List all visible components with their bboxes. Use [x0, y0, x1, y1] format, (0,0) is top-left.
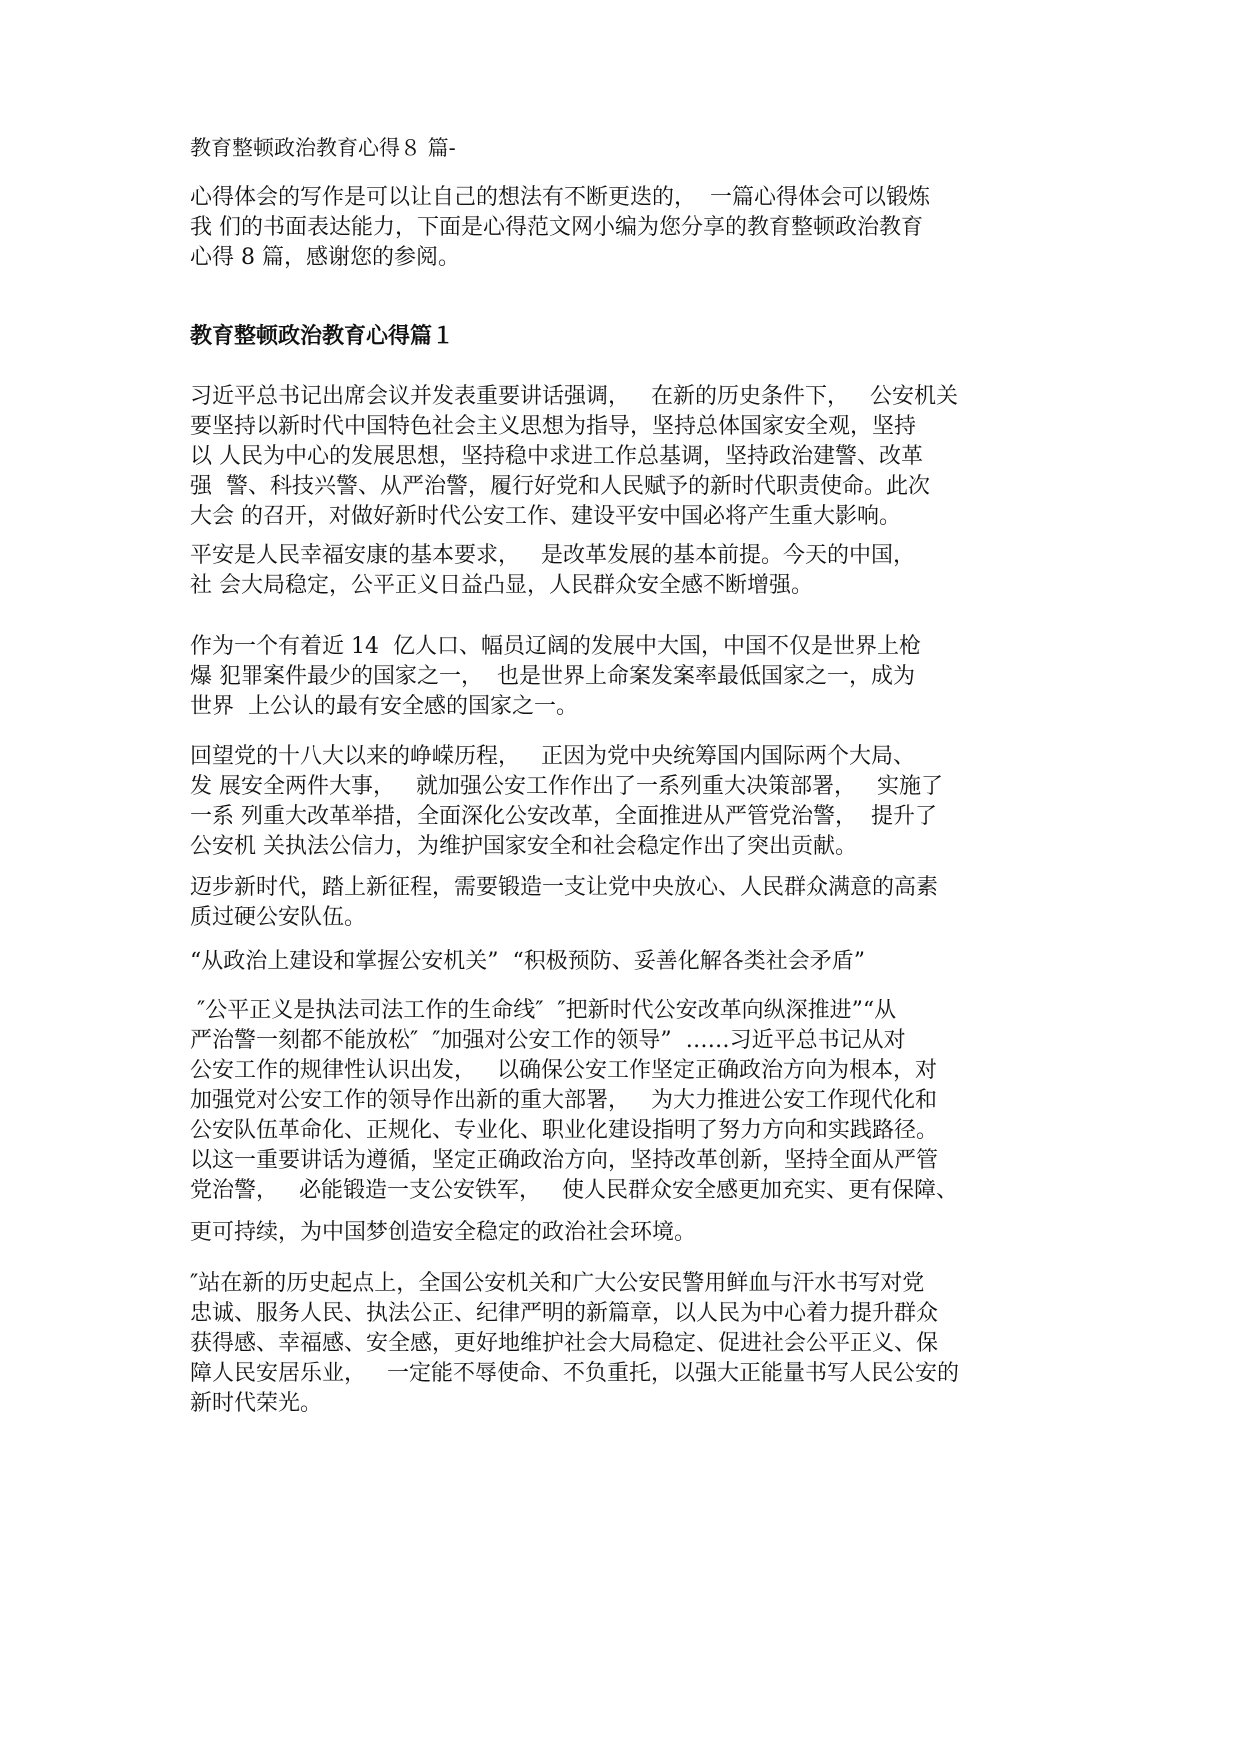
paragraph — [190, 947, 865, 977]
text-line: ″站在新的历史起点上，全国公安机关和广大公安民警用鲜血与汗水书写对党 — [190, 1271, 925, 1296]
text-line: 公安机 关执法公信力，为维护国家安全和社会稳定作出了突出贡献。 — [190, 834, 857, 859]
text-line: 要坚持以新时代中国特色社会主义思想为指导，坚持总体国家安全观，坚持 — [190, 414, 917, 439]
paragraph — [190, 1218, 696, 1248]
text-line: 获得感、幸福感、安全感，更好地维护社会大局稳定、促进社会公平正义、保 — [190, 1331, 939, 1356]
text-line: 一系 列重大改革举措，全面深化公安改革，全面推进从严管党治警， 提升了 — [190, 804, 937, 829]
paragraph — [190, 873, 938, 933]
text-line: 作为一个有着近 14 亿人口、幅员辽阔的发展中大国，中国不仅是世界上枪 — [190, 634, 921, 659]
text-line: 党治警， 必能锻造一支公安铁军， 使人民群众安全感更加充实、更有保障、 — [190, 1178, 958, 1203]
text-line: 回望党的十八大以来的峥嵘历程， 正因为党中央统筹国内国际两个大局、 — [190, 744, 915, 769]
text-line: ″公平正义是执法司法工作的生命线″ ″把新时代公安改革向纵深推进”“从 — [190, 998, 897, 1023]
text-line: 公安队伍革命化、正规化、专业化、职业化建设指明了努力方向和实践路径。 — [190, 1118, 939, 1143]
text-line: 加强党对公安工作的领导作出新的重大部署， 为大力推进公安工作现代化和 — [190, 1088, 937, 1113]
text-line: 平安是人民幸福安康的基本要求， 是改革发展的基本前提。今天的中国， — [190, 543, 915, 568]
text-line: 以这一重要讲话为遵循，坚定正确政治方向，坚持改革创新，坚持全面从严管 — [190, 1148, 939, 1173]
intro-paragraph — [190, 183, 930, 273]
text-line: 我 们的书面表达能力，下面是心得范文网小编为您分享的教育整顿政治教育 — [190, 215, 923, 240]
text-line: 新时代荣光。 — [190, 1391, 323, 1416]
text-line: 爆 犯罪案件最少的国家之一， 也是世界上命案发案率最低国家之一，成为 — [190, 664, 915, 689]
document-page — [190, 0, 1070, 1754]
text-line: 迈步新时代，踏上新征程，需要锻造一支让党中央放心、人民群众满意的高素 — [190, 875, 939, 900]
text-line: 心得 8 篇，感谢您的参阅。 — [190, 245, 460, 270]
text-line: 忠诚、服务人民、执法公正、纪律严明的新篇章，以人民为中心着力提升群众 — [190, 1301, 939, 1326]
text-line: 严治警一刻都不能放松″ ″加强对公安工作的领导” ……习近平总书记从对 — [190, 1028, 906, 1053]
text-line: 发 展安全两件大事， 就加强公安工作作出了一系列重大决策部署， 实施了 — [190, 774, 943, 799]
text-line: 以 人民为中心的发展思想，坚持稳中求进工作总基调，坚持政治建警、改革 — [190, 444, 923, 469]
text-line: 教育整顿政治教育心得篇１ — [190, 324, 455, 349]
paragraph — [190, 1269, 959, 1419]
paragraph — [190, 382, 958, 532]
paragraph — [190, 996, 958, 1206]
text-line: 质过硬公安队伍。 — [190, 905, 367, 930]
text-line: 大会 的召开，对做好新时代公安工作、建设平安中国必将产生重大影响。 — [190, 504, 901, 529]
text-line: 障人民安居乐业， 一定能不辱使命、不负重托，以强大正能量书写人民公安的 — [190, 1361, 959, 1386]
text-line: 更可持续，为中国梦创造安全稳定的政治社会环境。 — [190, 1220, 697, 1245]
document-title — [190, 133, 456, 163]
text-line: 心得体会的写作是可以让自己的想法有不断更迭的， 一篇心得体会可以锻炼 — [190, 185, 930, 210]
paragraph — [190, 632, 921, 722]
text-line: 世界 上公认的最有安全感的国家之一。 — [190, 694, 578, 719]
text-line: 教育整顿政治教育心得８ 篇- — [190, 136, 456, 160]
text-line: 社 会大局稳定，公平正义日益凸显，人民群众安全感不断增强。 — [190, 573, 813, 598]
text-line: 习近平总书记出席会议并发表重要讲话强调， 在新的历史条件下， 公安机关 — [190, 384, 958, 409]
paragraph — [190, 742, 943, 862]
text-line: “从政治上建设和掌握公安机关” “积极预防、妥善化解各类社会矛盾” — [190, 949, 865, 974]
text-line: 公安工作的规律性认识出发， 以确保公安工作坚定正确政治方向为根本，对 — [190, 1058, 937, 1083]
section-heading — [190, 322, 454, 352]
text-line: 强 警、科技兴警、从严治警，履行好党和人民赋予的新时代职责使命。此次 — [190, 474, 930, 499]
paragraph — [190, 541, 915, 601]
